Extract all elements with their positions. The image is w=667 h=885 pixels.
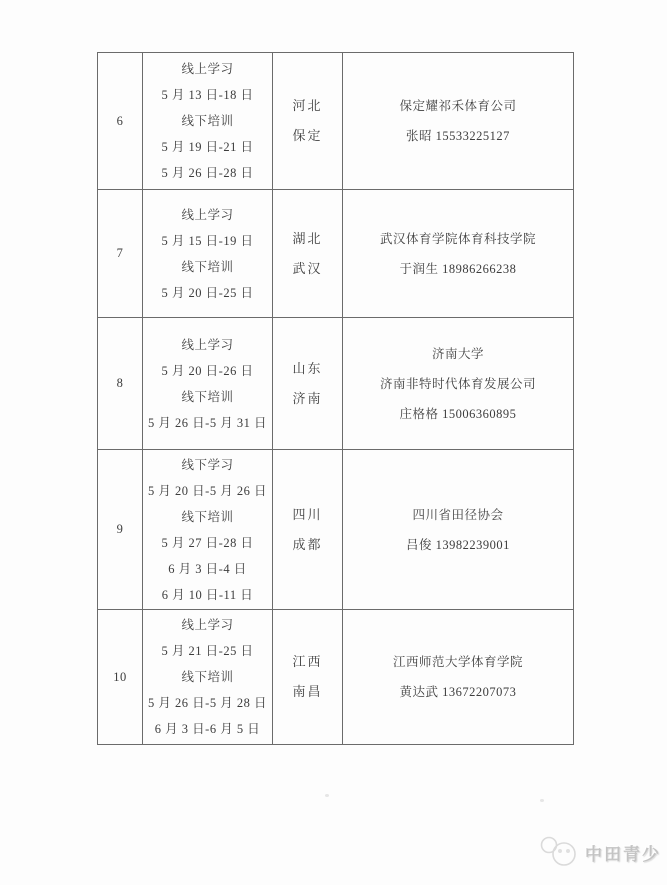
schedule-cell-line: 5 月 21 日-25 日 — [161, 644, 254, 658]
contact-cell-line: 江西师范大学体育学院 — [392, 655, 523, 669]
schedule-cell-line: 线上学习 — [181, 62, 234, 76]
contact-cell — [342, 610, 573, 744]
training-schedule-table — [97, 52, 574, 745]
schedule-cell — [142, 190, 272, 317]
row-number-cell-line: 6 — [116, 113, 124, 128]
table-row — [98, 53, 573, 189]
schedule-cell-line: 线下培训 — [181, 670, 234, 684]
location-cell-line: 成都 — [292, 536, 323, 552]
schedule-cell — [142, 450, 272, 609]
row-number-cell — [98, 190, 142, 317]
contact-cell-line: 于润生 18986266238 — [399, 261, 517, 276]
schedule-cell-line: 6 月 3 日-6 月 5 日 — [154, 722, 261, 736]
location-cell-line: 武汉 — [292, 260, 323, 276]
schedule-cell-line: 5 月 20 日-25 日 — [161, 285, 254, 300]
row-number-cell — [98, 610, 142, 744]
contact-cell-line: 保定耀祁禾体育公司 — [399, 99, 517, 113]
schedule-cell-line: 5 月 26 日-5 月 31 日 — [148, 415, 267, 430]
schedule-cell-line: 线上学习 — [181, 207, 234, 222]
schedule-cell-line: 6 月 3 日-4 日 — [168, 561, 247, 576]
schedule-cell — [142, 318, 272, 449]
contact-cell — [342, 450, 573, 609]
contact-cell — [342, 53, 573, 189]
schedule-cell-line: 5 月 13 日-18 日 — [161, 88, 254, 102]
location-cell-line: 保定 — [292, 128, 323, 143]
watermark-text: 中田青少 — [585, 844, 661, 864]
location-cell — [272, 318, 342, 449]
schedule-cell-line: 5 月 26 日-28 日 — [161, 166, 254, 180]
table-row — [98, 609, 573, 744]
location-cell — [272, 53, 342, 189]
schedule-cell-line: 5 月 19 日-21 日 — [161, 140, 254, 154]
row-number-cell-line: 10 — [113, 669, 127, 684]
row-number-cell-line: 7 — [116, 246, 124, 260]
scan-artifact — [325, 794, 329, 797]
contact-cell-line: 吕俊 13982239001 — [406, 537, 510, 552]
contact-cell-line: 济南非特时代体育发展公司 — [379, 376, 536, 391]
schedule-cell-line: 6 月 10 日-11 日 — [161, 587, 254, 602]
schedule-cell-line: 线下培训 — [181, 259, 234, 274]
location-cell-line: 四川 — [292, 506, 323, 522]
table-row — [98, 449, 573, 609]
location-cell-line: 山东 — [292, 360, 323, 376]
row-number-cell — [98, 450, 142, 609]
schedule-cell-line: 5 月 15 日-19 日 — [161, 233, 254, 248]
table-row — [98, 317, 573, 449]
schedule-cell — [142, 610, 272, 744]
schedule-cell-line: 5 月 27 日-28 日 — [161, 535, 254, 550]
contact-cell — [342, 190, 573, 317]
schedule-cell — [142, 53, 272, 189]
location-cell — [272, 450, 342, 609]
row-number-cell — [98, 53, 142, 189]
contact-cell — [342, 318, 573, 449]
contact-cell-line: 四川省田径协会 — [412, 507, 504, 522]
schedule-cell-line: 线下培训 — [181, 509, 234, 524]
row-number-cell — [98, 318, 142, 449]
scan-artifact — [540, 799, 544, 802]
location-cell-line: 济南 — [292, 390, 323, 406]
row-number-cell-line: 8 — [116, 376, 124, 390]
schedule-cell-line: 线下培训 — [181, 114, 234, 128]
location-cell-line: 江西 — [292, 654, 323, 669]
location-cell — [272, 610, 342, 744]
location-cell-line: 湖北 — [292, 230, 323, 246]
contact-cell-line: 济南大学 — [431, 346, 484, 361]
contact-cell-line: 庄格格 15006360895 — [399, 406, 517, 421]
contact-cell-line: 黄达武 13672207073 — [399, 685, 517, 699]
location-cell-line: 南昌 — [292, 684, 323, 699]
schedule-cell-line: 5 月 20 日-5 月 26 日 — [148, 483, 267, 498]
watermark — [538, 836, 661, 868]
schedule-cell-line: 线下培训 — [181, 389, 234, 404]
schedule-cell-line: 5 月 20 日-26 日 — [161, 363, 254, 378]
location-cell-line: 河北 — [292, 98, 323, 113]
schedule-cell-line: 线上学习 — [181, 337, 234, 352]
schedule-cell-line: 线上学习 — [181, 618, 234, 632]
contact-cell-line: 张昭 15533225127 — [406, 129, 510, 143]
schedule-cell-line: 线下学习 — [181, 457, 234, 472]
location-cell — [272, 190, 342, 317]
schedule-cell-line: 5 月 26 日-5 月 28 日 — [148, 696, 267, 710]
table-row — [98, 189, 573, 317]
brand-logo-icon — [538, 836, 580, 868]
contact-cell-line: 武汉体育学院体育科技学院 — [379, 231, 536, 246]
row-number-cell-line: 9 — [116, 522, 124, 536]
